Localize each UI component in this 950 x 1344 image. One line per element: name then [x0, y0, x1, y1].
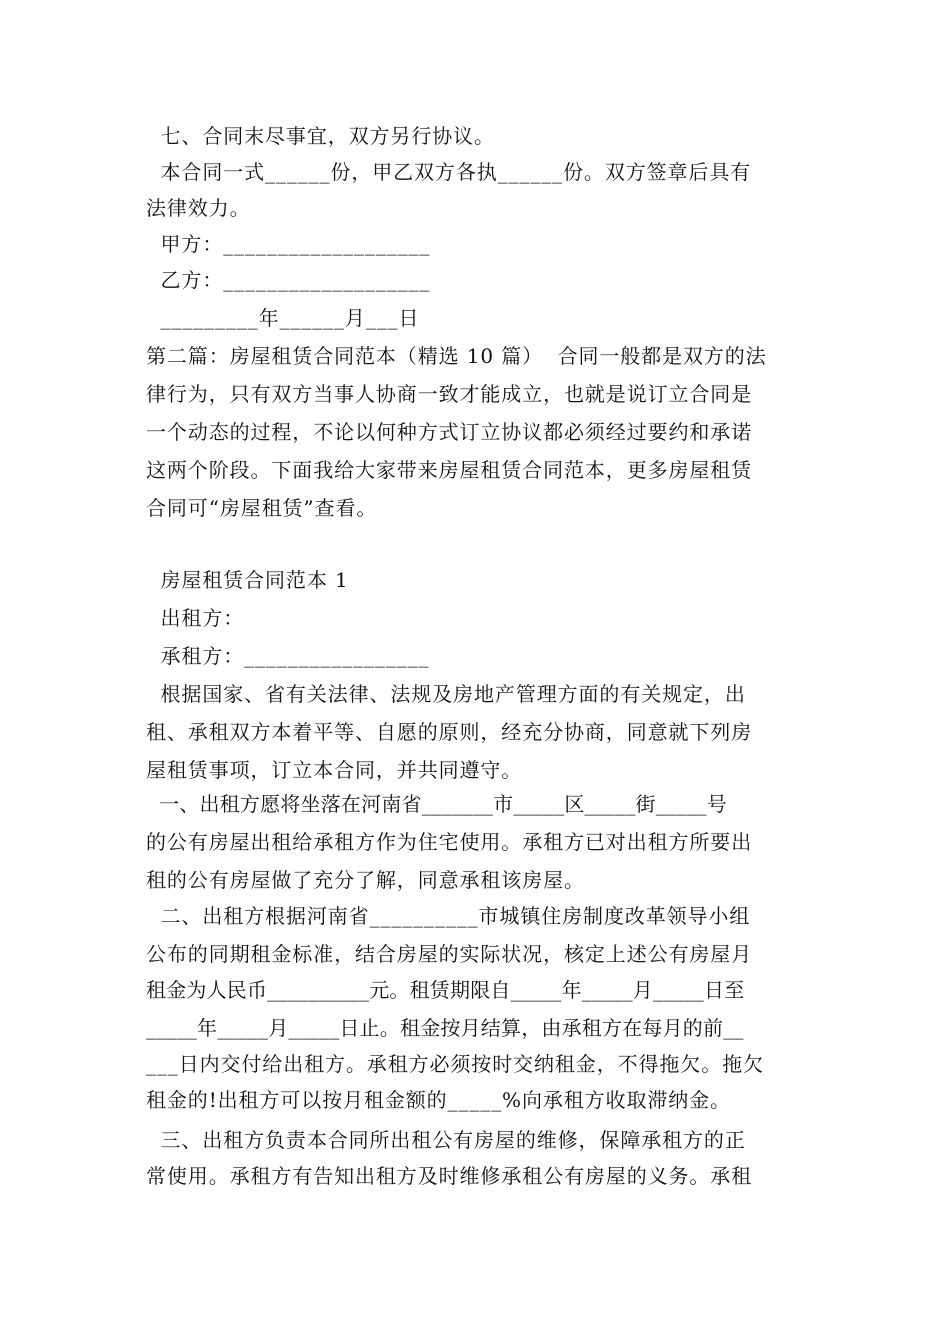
text-line: 这两个阶段。下面我给大家带来房屋租赁合同范本，更多房屋租赁	[146, 458, 753, 482]
text-line: 本合同一式______份，甲乙双方各执______份。双方签章后具有	[146, 160, 752, 184]
text-line: 三、出租方负责本合同所出租公有房屋的维修，保障承租方的正	[146, 1128, 746, 1152]
text-line: 租、承租双方本着平等、自愿的原则，经充分协商，同意就下列房	[146, 720, 753, 744]
text-line: 屋租赁事项，订立本合同，并共同遵守。	[146, 758, 523, 782]
contract-title: 房屋租赁合同范本 1	[146, 568, 349, 592]
text-line: 合同可“房屋租赁”查看。	[146, 496, 378, 520]
text-line: 一、出租方愿将坐落在河南省_______市_____区_____街_____号	[146, 792, 727, 816]
text-line: 承租方：_________________	[146, 644, 430, 668]
text-line: 的公有房屋出租给承租方作为住宅使用。承租方已对出租方所要出	[146, 830, 753, 854]
text-line: _____年_____月_____日止。租金按月结算，由承租方在每月的前__	[146, 1016, 744, 1040]
text-line: 乙方：___________________	[146, 268, 431, 292]
text-line: 法律效力。	[146, 196, 251, 220]
text-line: 租金的!出租方可以按月租金额的_____%向承租方收取滞纳金。	[146, 1088, 731, 1112]
text-line: 律行为，只有双方当事人协商一致才能成立，也就是说订立合同是	[146, 382, 753, 406]
text-line: 常使用。承租方有告知出租方及时维修承租公有房屋的义务。承租	[146, 1164, 753, 1188]
text-line: 甲方：___________________	[146, 232, 431, 256]
text-line: 公布的同期租金标准，结合房屋的实际状况，核定上述公有房屋月	[146, 942, 753, 966]
text-line: 二、出租方根据河南省__________市城镇住房制度改革领导小组	[146, 904, 751, 928]
text-line: 租金为人民币__________元。租赁期限自_____年_____月_____日至	[146, 978, 745, 1002]
section-heading: 第二篇：房屋租赁合同范本（精选 10 篇） 合同一般都是双方的法	[146, 344, 767, 368]
text-line: 七、合同末尽事宜，双方另行协议。	[146, 124, 495, 148]
blank-line	[146, 528, 806, 564]
text-line: ___日内交付给出租方。承租方必须按时交纳租金，不得拖欠。拖欠	[146, 1052, 764, 1076]
text-line: 一个动态的过程，不论以何种方式订立协议都必须经过要约和承诺	[146, 420, 753, 444]
text-line: 租的公有房屋做了充分了解，同意承租该房屋。	[146, 868, 585, 892]
text-line: _________年______月___日	[146, 306, 420, 330]
text-line: 根据国家、省有关法律、法规及房地产管理方面的有关规定，出	[146, 682, 746, 706]
text-line: 出租方：	[146, 606, 245, 630]
